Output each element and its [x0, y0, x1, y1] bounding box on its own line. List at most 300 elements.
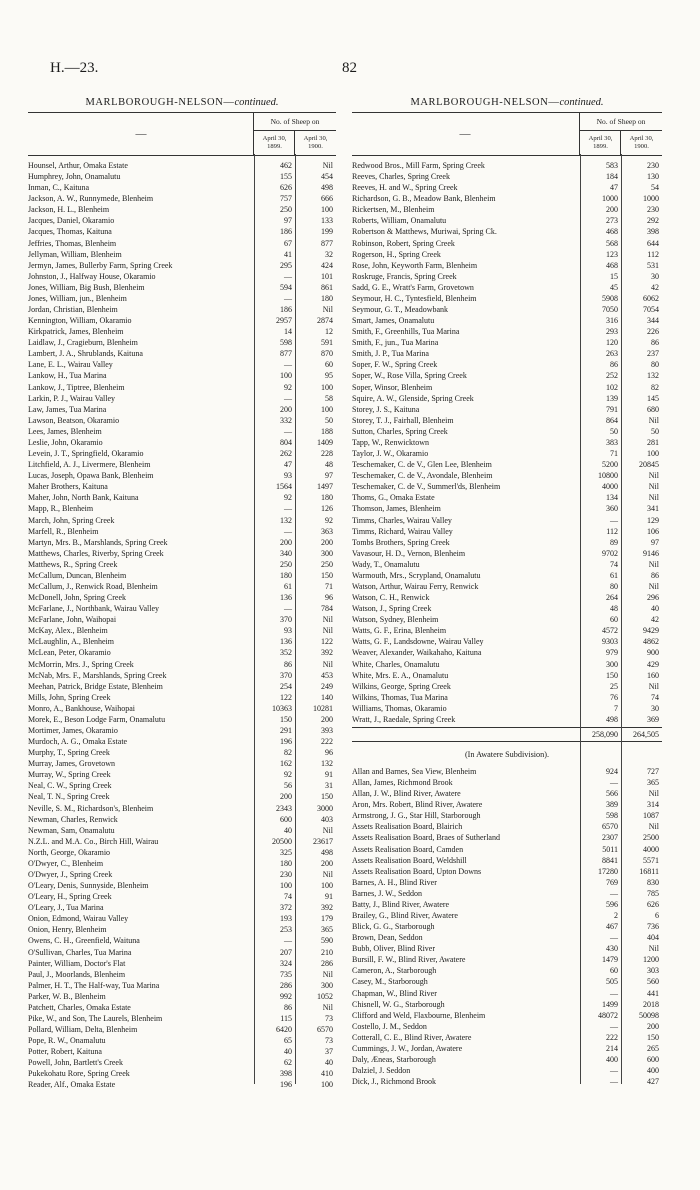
sheep-count-1900: 122	[321, 637, 333, 647]
owner-name: Thoms, G., Omaka Estate	[352, 493, 435, 503]
table-row	[28, 238, 336, 249]
owner-name: Jones, William, jun., Blenheim	[28, 293, 127, 303]
table-row	[352, 592, 662, 603]
owner-name: Jellyman, William, Blenheim	[28, 249, 122, 259]
subtotal-row	[352, 727, 662, 742]
owner-name: Lees, James, Blenheim	[28, 426, 102, 436]
owner-name: Teschemaker, C. de V., Summerl'ds, Blenheim	[352, 482, 501, 492]
table-row	[352, 537, 662, 548]
subtotal-1900: 264,505	[633, 729, 659, 739]
owner-name: Murphy, T., Spring Creek	[28, 748, 110, 758]
table-row	[352, 215, 662, 226]
owner-name: Matthews, Charles, Riverby, Spring Creek	[28, 548, 164, 558]
table-row	[28, 814, 336, 825]
sheep-count-1899: 340	[280, 548, 292, 558]
sheep-count-1899: 20500	[272, 836, 292, 846]
owner-name: Rose, John, Keyworth Farm, Blenheim	[352, 260, 478, 270]
sheep-count-1899: 115	[280, 1014, 292, 1024]
sheep-count-1899: 4000	[602, 482, 618, 492]
sheep-count-1899: 568	[606, 238, 618, 248]
table-row	[352, 877, 662, 888]
table-row	[28, 1002, 336, 1013]
table-row	[352, 160, 662, 171]
table-row	[352, 503, 662, 514]
sheep-count-1900: 453	[321, 670, 333, 680]
sheep-count-1900: 145	[647, 393, 659, 403]
owner-name: Assets Realisation Board, Blairich	[352, 822, 463, 832]
table-row	[352, 1021, 662, 1032]
sheep-count-1900: 314	[647, 800, 659, 810]
owner-name: Reeves, Charles, Spring Creek	[352, 172, 450, 182]
table-row	[28, 193, 336, 204]
owner-name: Chapman, W., Blind River	[352, 988, 437, 998]
owner-name: White, Mrs. E. A., Onamalutu	[352, 670, 449, 680]
sheep-count-1899: 155	[280, 172, 292, 182]
sheep-count-1899: 626	[280, 183, 292, 193]
owner-name: Pukekohatu Rore, Spring Creek	[28, 1069, 130, 1079]
sheep-count-1899: 184	[606, 172, 618, 182]
table-row	[352, 932, 662, 943]
table-row	[28, 426, 336, 437]
owner-name: Cummings, J. W., Jordan, Awatere	[352, 1043, 463, 1053]
sheep-count-1900: 96	[325, 748, 333, 758]
left-divider-years	[295, 154, 296, 1084]
owner-name: Storey, T. J., Fairhall, Blenheim	[352, 415, 454, 425]
table-row	[28, 1079, 336, 1090]
owner-name: Teschemaker, C. de V., Avondale, Blenheim	[352, 471, 493, 481]
sheep-count-1899: 40	[284, 1047, 292, 1057]
table-row	[28, 404, 336, 415]
owner-name: Rogerson, H., Spring Creek	[352, 249, 441, 259]
sheep-count-1899: 864	[606, 415, 618, 425]
owner-name: Costello, J. M., Seddon	[352, 1021, 427, 1031]
table-row	[28, 980, 336, 991]
sheep-count-1899: 264	[606, 593, 618, 603]
owner-name: Thomson, James, Blenheim	[352, 504, 441, 514]
table-row	[352, 193, 662, 204]
sheep-count-1900: 100	[321, 404, 333, 414]
table-row	[352, 348, 662, 359]
sheep-count-1899: 9702	[602, 548, 618, 558]
table-row	[352, 526, 662, 537]
right-col-1900-date: April 30,	[629, 135, 654, 142]
sheep-count-1899: 100	[280, 371, 292, 381]
table-row	[28, 304, 336, 315]
sheep-count-1899: —	[610, 933, 618, 943]
sheep-count-1899: 360	[606, 504, 618, 514]
sheep-count-1900: Nil	[648, 789, 659, 799]
sheep-count-1900: 365	[321, 925, 333, 935]
table-row	[352, 570, 662, 581]
sheep-count-1899: 6570	[602, 822, 618, 832]
sheep-count-1899: 230	[280, 870, 292, 879]
sheep-count-1900: 91	[325, 892, 333, 902]
owner-name: Smith, F., jun., Tua Marina	[352, 338, 439, 348]
owner-name: McKay, Alex., Blenheim	[28, 626, 108, 636]
table-row	[352, 866, 662, 877]
sheep-count-1900: 54	[651, 183, 659, 193]
table-row	[28, 902, 336, 913]
sheep-count-1899: 162	[280, 759, 292, 769]
sheep-count-1899: 400	[606, 1055, 618, 1065]
table-row	[28, 282, 336, 293]
sheep-count-1900: 870	[321, 349, 333, 359]
sheep-count-1899: 600	[280, 814, 292, 824]
table-row	[352, 766, 662, 777]
table-row	[28, 448, 336, 459]
sheep-count-1899: 123	[606, 249, 618, 259]
table-row	[352, 954, 662, 965]
sheep-count-1899: 61	[284, 581, 292, 591]
page-number: 82	[342, 60, 357, 76]
sheep-count-1900: Nil	[322, 161, 333, 170]
owner-name: Bursill, F. W., Blind River, Awatere	[352, 955, 466, 965]
owner-name: Leslie, John, Okaramio	[28, 437, 103, 447]
sheep-count-1899: 332	[280, 415, 292, 425]
table-row	[28, 969, 336, 980]
sheep-count-1900: Nil	[648, 415, 659, 425]
owner-name: Batty, J., Blind River, Awatere	[352, 899, 450, 909]
sheep-count-1900: 600	[647, 1055, 659, 1065]
sheep-count-1900: 97	[651, 537, 659, 547]
table-row	[28, 736, 336, 747]
owner-name: Painter, William, Doctor's Flat	[28, 958, 126, 968]
sheep-count-1900: Nil	[648, 581, 659, 591]
sheep-count-1900: 133	[321, 216, 333, 226]
sheep-count-1900: 403	[321, 814, 333, 824]
table-row	[28, 182, 336, 193]
right-col-1899-year: 1899.	[593, 143, 608, 150]
owner-name: Weaver, Alexander, Waikahaho, Kaituna	[352, 648, 482, 658]
sheep-count-1899: 139	[606, 393, 618, 403]
sheep-count-1899: 263	[606, 349, 618, 359]
sheep-count-1900: 2500	[643, 833, 659, 843]
owner-name: Smith, F., Greenhills, Tua Marina	[352, 327, 460, 337]
sheep-count-1900: 398	[647, 227, 659, 237]
sheep-count-1900: 37	[325, 1047, 333, 1057]
sheep-count-1899: 14	[284, 327, 292, 337]
table-row	[352, 415, 662, 426]
table-row	[28, 880, 336, 891]
sheep-count-1899: —	[284, 426, 292, 436]
table-row	[28, 359, 336, 370]
table-row	[28, 1013, 336, 1024]
table-row	[352, 581, 662, 592]
owner-name: Humphrey, John, Onamalutu	[28, 172, 121, 182]
sheep-count-1899: 196	[280, 1080, 292, 1090]
sheep-count-1900: 86	[651, 570, 659, 580]
table-row	[28, 537, 336, 548]
sheep-count-1900: 560	[647, 977, 659, 987]
sheep-count-1900: Nil	[648, 559, 659, 569]
left-divider-names	[254, 154, 255, 1084]
table-row	[28, 603, 336, 614]
owner-name: Barnes, J. W., Seddon	[352, 888, 422, 898]
table-row	[352, 681, 662, 692]
table-row	[352, 988, 662, 999]
sheep-count-1899: 992	[280, 991, 292, 1001]
sheep-count-1900: 97	[325, 471, 333, 481]
sheep-count-1900: 160	[647, 670, 659, 680]
owner-name: Inman, C., Kaituna	[28, 183, 90, 193]
owner-name: Johnston, J., Halfway House, Okaramio	[28, 271, 156, 281]
sheep-count-1900: 100	[321, 881, 333, 891]
owner-name: Seymour, H. C., Tyntesfield, Blenheim	[352, 293, 477, 303]
owner-name: Teschemaker, C. de V., Glen Lee, Blenheim	[352, 460, 492, 470]
left-col-1899-year: 1899.	[267, 143, 282, 150]
sheep-count-1900: 228	[321, 449, 333, 459]
sheep-count-1900: 237	[647, 349, 659, 359]
sheep-count-1899: 791	[606, 404, 618, 414]
table-row	[28, 780, 336, 791]
sheep-count-1899: 92	[284, 493, 292, 503]
table-row	[28, 1068, 336, 1079]
sheep-count-1899: 468	[606, 227, 618, 237]
owner-name: Allan, J. W., Blind River, Awatere	[352, 789, 461, 799]
right-table-body	[352, 160, 662, 725]
sheep-count-1899: 76	[610, 692, 618, 702]
owner-name: Cameron, A., Starborough	[352, 966, 437, 976]
table-row	[352, 965, 662, 976]
table-row	[28, 869, 336, 880]
sheep-count-1900: 50	[325, 415, 333, 425]
owner-name: White, Charles, Onamalutu	[352, 659, 440, 669]
sheep-count-1899: 200	[280, 792, 292, 802]
sheep-count-1900: 129	[647, 515, 659, 525]
sheep-count-1899: 150	[606, 670, 618, 680]
owner-name: Hounsel, Arthur, Omaka Estate	[28, 161, 128, 170]
table-row	[352, 204, 662, 215]
awatere-section-title: (In Awatere Subdivision).	[464, 749, 550, 759]
left-name-column-header: —	[135, 128, 147, 140]
table-row	[28, 725, 336, 736]
sheep-count-1900: 200	[321, 858, 333, 868]
sheep-count-1900: 10281	[313, 703, 333, 713]
sheep-count-1899: 196	[280, 737, 292, 747]
table-row	[352, 832, 662, 843]
sheep-count-1899: 86	[284, 1002, 292, 1012]
owner-name: Soper, W., Rose Villa, Spring Creek	[352, 371, 467, 381]
table-row	[28, 625, 336, 636]
table-row	[352, 844, 662, 855]
sheep-count-1900: 101	[321, 271, 333, 281]
sheep-count-1900: 427	[647, 1077, 659, 1087]
sheep-count-1899: 598	[606, 811, 618, 821]
sheep-count-1899: 92	[284, 770, 292, 780]
owner-name: Wratt, J., Raedale, Spring Creek	[352, 714, 456, 724]
owner-name: Law, James, Tua Marina	[28, 404, 107, 414]
sheep-count-1900: 2874	[317, 316, 333, 326]
sheep-count-1900: 96	[325, 593, 333, 603]
owner-name: Meehan, Patrick, Bridge Estate, Blenheim	[28, 681, 163, 691]
owner-name: McFarlane, John, Waihopai	[28, 615, 117, 625]
table-row	[352, 448, 662, 459]
table-row	[352, 603, 662, 614]
sheep-count-1899: 86	[610, 360, 618, 370]
sheep-count-1900: 2018	[643, 999, 659, 1009]
sheep-count-1899: 74	[284, 892, 292, 902]
owner-name: O'Dwyer, J., Spring Creek	[28, 870, 113, 879]
sheep-count-1899: 254	[280, 681, 292, 691]
table-row	[28, 659, 336, 670]
sheep-count-1899: 295	[280, 260, 292, 270]
table-row	[28, 769, 336, 780]
sheep-count-1900: 200	[321, 714, 333, 724]
table-row	[352, 315, 662, 326]
sheep-count-1900: 230	[647, 161, 659, 170]
sheep-count-1899: 10363	[272, 703, 292, 713]
owner-name: Clifford and Weld, Flaxbourne, Blenheim	[352, 1010, 486, 1020]
owner-name: Pope, R. W., Onamalutu	[28, 1036, 106, 1046]
sheep-count-1899: 566	[606, 789, 618, 799]
table-row	[352, 182, 662, 193]
sheep-count-1900: 180	[321, 293, 333, 303]
table-row	[352, 1076, 662, 1087]
sheep-count-1899: 468	[606, 260, 618, 270]
owner-name: Allan, James, Richmond Brook	[352, 778, 453, 788]
owner-name: Pike, W., and Son, The Laurels, Blenheim	[28, 1014, 163, 1024]
owner-name: Wady, T., Onamalutu	[352, 559, 420, 569]
sheep-count-1899: 316	[606, 316, 618, 326]
left-title-continued: continued.	[234, 97, 279, 108]
sheep-count-1899: 273	[606, 216, 618, 226]
sheep-count-1899: —	[610, 888, 618, 898]
sheep-count-1900: 126	[321, 504, 333, 514]
sheep-count-1899: 47	[284, 460, 292, 470]
table-row	[352, 714, 662, 725]
sheep-count-1900: 210	[321, 947, 333, 957]
sheep-count-1899: 150	[280, 714, 292, 724]
sheep-count-1900: 6570	[317, 1025, 333, 1035]
right-column	[352, 96, 662, 1087]
sheep-count-1900: 92	[325, 515, 333, 525]
sheep-count-1900: 100	[321, 382, 333, 392]
sheep-count-1900: 531	[647, 260, 659, 270]
sheep-count-1900: 265	[647, 1043, 659, 1053]
owner-name: Robertson & Matthews, Muriwai, Spring Ck.	[352, 227, 497, 237]
sheep-count-1900: 1087	[643, 811, 659, 821]
owner-name: Robinson, Robert, Spring Creek	[352, 238, 455, 248]
sheep-count-1900: 42	[651, 615, 659, 625]
sheep-count-1899: 97	[284, 216, 292, 226]
sheep-count-1900: 132	[321, 759, 333, 769]
sheep-count-1899: 9303	[602, 637, 618, 647]
sheep-count-1899: 60	[610, 615, 618, 625]
table-row	[352, 326, 662, 337]
sheep-count-1899: 5011	[602, 844, 618, 854]
sheep-count-1899: 8841	[602, 855, 618, 865]
sheep-count-1899: 583	[606, 161, 618, 170]
owner-name: Jacques, Thomas, Kaituna	[28, 227, 112, 237]
table-row	[352, 976, 662, 987]
table-row	[352, 888, 662, 899]
sheep-count-1899: 2343	[276, 803, 292, 813]
owner-name: Morek, E., Beson Lodge Farm, Onamalutu	[28, 714, 166, 724]
sheep-count-1899: 89	[610, 537, 618, 547]
sheep-count-1899: —	[610, 778, 618, 788]
owner-name: Aron, Mrs. Robert, Blind River, Awatere	[352, 800, 483, 810]
left-table-body	[28, 160, 336, 1091]
sheep-count-1899: 207	[280, 947, 292, 957]
table-row	[352, 1032, 662, 1043]
owner-name: Storey, J. S., Kaituna	[352, 404, 420, 414]
sheep-count-1899: 48	[610, 604, 618, 614]
sheep-count-1899: 1564	[276, 482, 292, 492]
right-title-main: MARLBOROUGH-NELSON—	[410, 97, 560, 108]
table-row	[28, 935, 336, 946]
table-row	[352, 659, 662, 670]
owner-name: Watts, G. F., Erina, Blenheim	[352, 626, 447, 636]
sheep-count-1899: 252	[606, 371, 618, 381]
table-row	[352, 899, 662, 910]
sheep-count-1899: 186	[280, 305, 292, 315]
owner-name: Armstrong, J. G., Star Hill, Starborough	[352, 811, 481, 821]
sheep-count-1899: 250	[280, 559, 292, 569]
sheep-count-1900: 300	[321, 980, 333, 990]
sheep-count-1900: 644	[647, 238, 659, 248]
table-row	[352, 788, 662, 799]
table-row	[28, 714, 336, 725]
sheep-count-1900: 1200	[643, 955, 659, 965]
table-row	[352, 282, 662, 293]
sheep-count-1900: 40	[651, 604, 659, 614]
owner-name: Mills, John, Spring Creek	[28, 692, 111, 702]
sheep-count-1900: 60	[325, 360, 333, 370]
owner-name: Paul, J., Moorlands, Blenheim	[28, 969, 126, 979]
owner-name: Watts, G. F., Landsdowne, Wairau Valley	[352, 637, 484, 647]
sheep-count-1899: —	[284, 526, 292, 536]
table-row	[28, 249, 336, 260]
sheep-count-1900: 404	[647, 933, 659, 943]
sheep-count-1900: 132	[647, 371, 659, 381]
right-col-1899-date: April 30,	[588, 135, 613, 142]
sheep-count-1899: 1000	[602, 194, 618, 204]
table-row	[352, 821, 662, 832]
table-row	[28, 437, 336, 448]
owner-name: Rickertsen, M., Blenheim	[352, 205, 435, 215]
sheep-count-1900: 230	[647, 205, 659, 215]
sheep-count-1900: 250	[321, 559, 333, 569]
table-row	[28, 526, 336, 537]
sheep-count-1899: 180	[280, 858, 292, 868]
sheep-count-1900: 222	[321, 737, 333, 747]
sheep-count-1900: 58	[325, 393, 333, 403]
sheep-count-1899: 293	[606, 327, 618, 337]
sheep-count-1900: Nil	[648, 493, 659, 503]
owner-name: McLean, Peter, Okaramio	[28, 648, 111, 658]
sheep-count-1899: 200	[280, 404, 292, 414]
sheep-count-1900: 590	[321, 936, 333, 946]
table-row	[352, 337, 662, 348]
owner-name: Levein, J. T., Springfield, Okaramio	[28, 449, 144, 459]
sheep-count-1899: 596	[606, 899, 618, 909]
sheep-count-1899: 80	[610, 581, 618, 591]
right-col-1900-header	[620, 131, 662, 155]
table-row	[352, 481, 662, 492]
sheep-count-1900: 424	[321, 260, 333, 270]
sheep-count-1899: 370	[280, 615, 292, 625]
sheep-count-1900: 400	[647, 1066, 659, 1076]
owner-name: Onion, Henry, Blenheim	[28, 925, 107, 935]
left-sheep-count-header: No. of Sheep on	[253, 113, 336, 131]
sheep-count-1899: 67	[284, 238, 292, 248]
owner-name: Timms, Richard, Wairau Valley	[352, 526, 453, 536]
sheep-count-1900: 106	[647, 526, 659, 536]
table-row	[28, 614, 336, 625]
table-row	[28, 947, 336, 958]
owner-name: Reeves, H. and W., Spring Creek	[352, 183, 458, 193]
sheep-count-1899: 56	[284, 781, 292, 791]
